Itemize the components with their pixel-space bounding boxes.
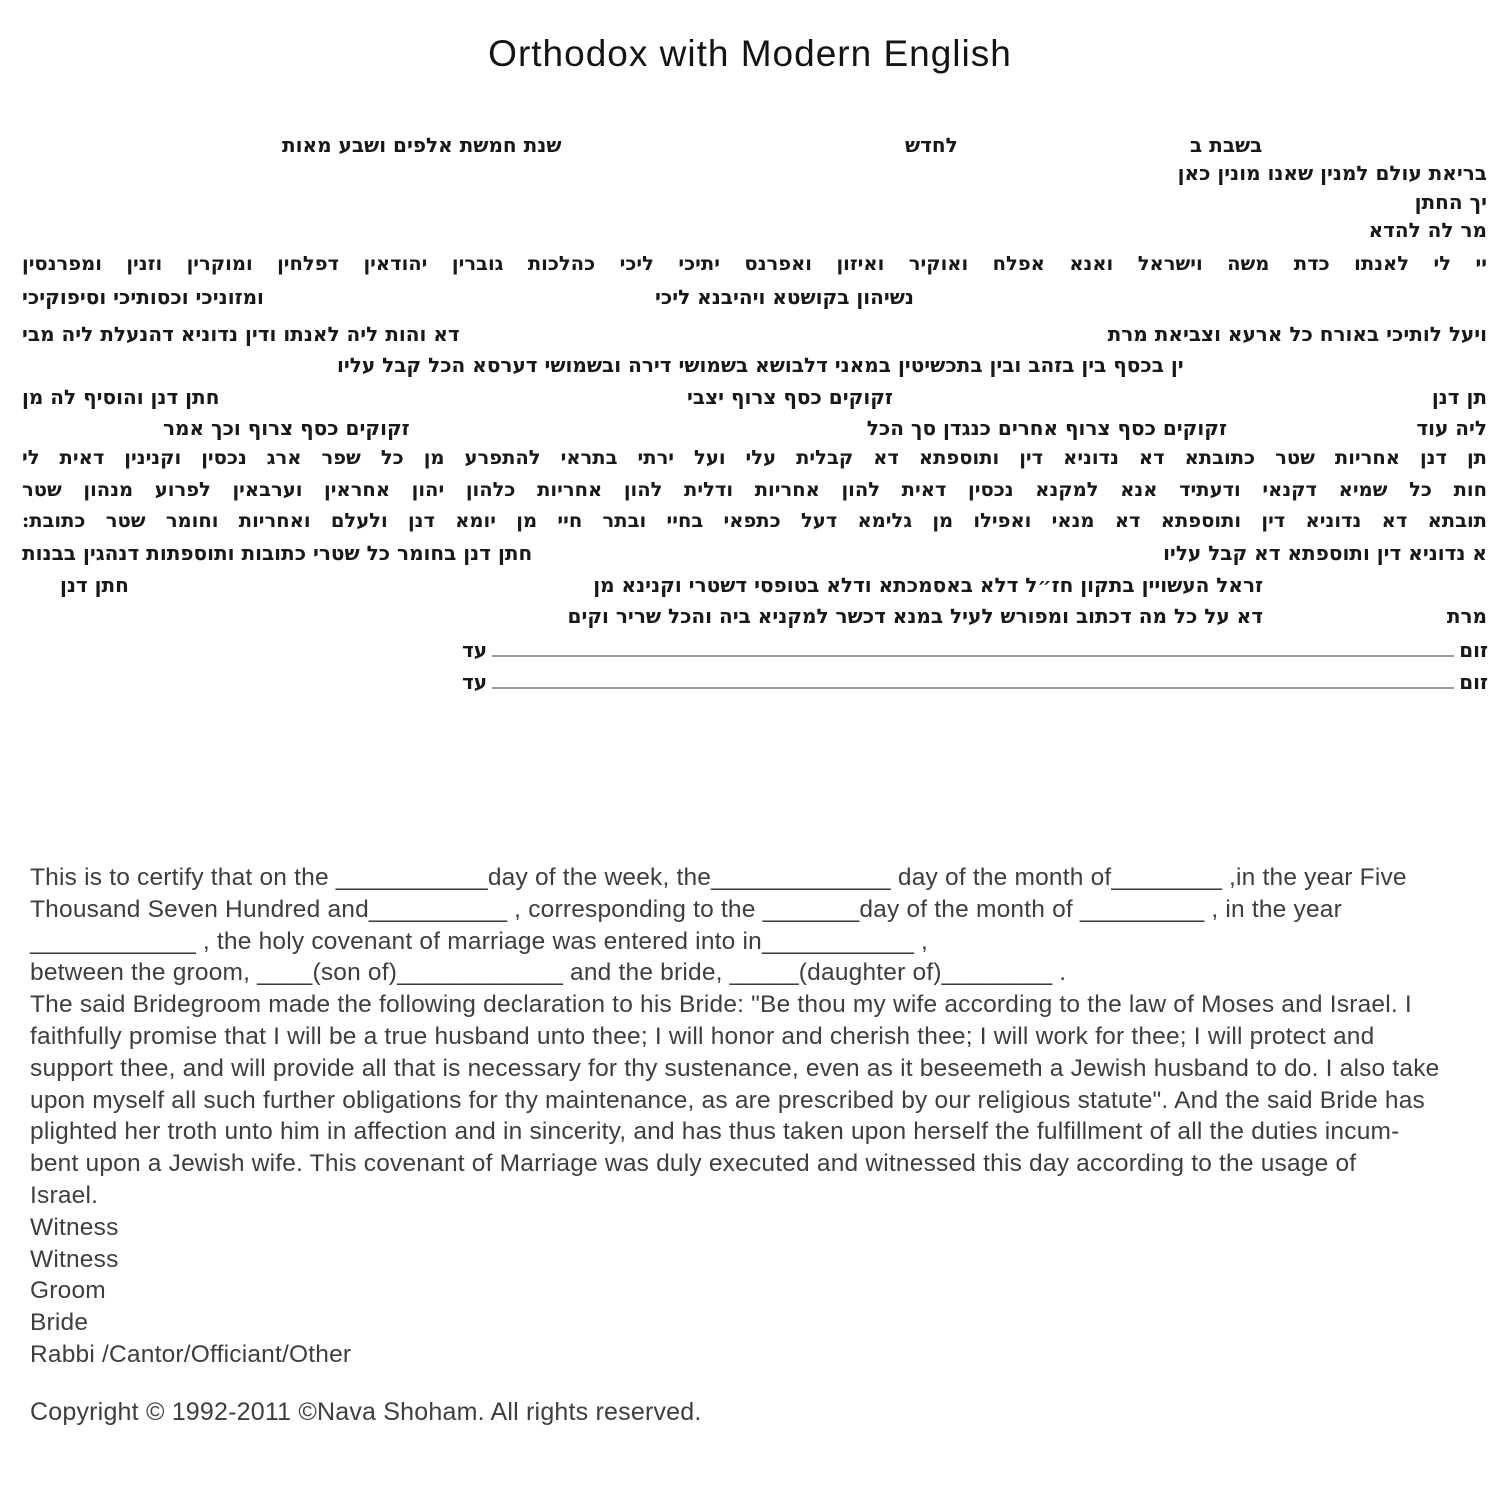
hebrew-dowry-line: ין בכסף בין בזהב ובין בתכשיטין במאני דלבושא בשמושי דירה ובשמושי דערסא הכל קבל עליו [337, 353, 1184, 377]
hebrew-creation-line: בריאת עולם למנין שאנו מונין כאן [1177, 161, 1487, 185]
hebrew-zekukim2-right: ליה עוד [1416, 416, 1487, 440]
hebrew-zekukim2-left: זקוקים כסף צרוף וכך אמר [163, 416, 410, 440]
english-line-11: Israel. [30, 1181, 99, 1209]
hebrew-witness1-naum-label: זום [1459, 638, 1488, 662]
english-line-8: upon myself all such further obligations for thy maintenance, as are prescribed by our religious statute". And the said Bride has [30, 1086, 1426, 1114]
hebrew-witness2-ed-label: עד [462, 670, 488, 694]
hebrew-kinyan-middle: זראל העשויין בתקון חז״ל דלא באסמכתא ודלא בטופסי דשטרי וקנינא מן [593, 573, 1263, 597]
english-line-2: Thousand Seven Hundred and__________ , corresponding to the _______day of the month of _________ , in the year [30, 895, 1342, 923]
hebrew-witness1-ed-label: עד [462, 638, 488, 662]
hebrew-support-left: ומזוניכי וכסותיכי וסיפוקיכי [22, 285, 264, 309]
hebrew-final-bride-label: מרת [1446, 604, 1487, 628]
hebrew-witness2-naum-label: זום [1459, 670, 1488, 694]
signature-label-groom: Groom [30, 1277, 106, 1305]
hebrew-sabbath-label: בשבת ב [1190, 133, 1263, 157]
witness1-signature-line [492, 654, 1454, 657]
hebrew-bride-left: דא והות ליה לאנתו ודין נדוניא דהנעלת ליה מבי [22, 322, 460, 346]
signature-label-witness-2: Witness [30, 1245, 119, 1273]
hebrew-witness-row-2 [462, 670, 1488, 694]
hebrew-zekukim1-middle: זקוקים כסף צרוף יצבי [687, 385, 893, 409]
witness2-signature-line [492, 686, 1454, 689]
english-section [30, 862, 1478, 1371]
signature-label-witness-1: Witness [30, 1213, 119, 1241]
hebrew-kinyan-groom-label: חתן דנן [60, 573, 129, 597]
hebrew-paragraph-4: תובתא דא נדוניא דין ותוספתא דא מנאי ואפילו מן גלימא דעל כתפאי בחיי ובתר חיי מן יומא דנן ולעלם ואחריות וחומר שטר כתובת: [22, 509, 1487, 532]
english-line-6: faithfully promise that I will be a true husband unto thee; I will honor and cherish thee; I will work for thee; I will protect and [30, 1022, 1375, 1050]
hebrew-final-middle: דא על כל מה דכתוב ומפורש לעיל במנא דכשר למקניא ביה והכל שריר וקים [567, 604, 1263, 628]
hebrew-accept-right: א נדוניא דין ותוספתא דא קבל עליו [1163, 541, 1487, 565]
hebrew-groom-line: יך החתן [1414, 190, 1487, 214]
english-line-9: plighted her troth unto him in affection and in sincerity, and has thus taken upon herself the fulfillment of all the duties incum- [30, 1118, 1400, 1146]
hebrew-zekukim1-right: תן דנן [1431, 385, 1487, 409]
hebrew-paragraph-2: תן דנן אחריות שטר כתובתא דא נדוניא דין ותוספתא דא קבלית עלי ועל ירתי בתראי להתפרע מן כל שפר ארג נכסין וקנינין דאית לי [22, 446, 1487, 469]
hebrew-zekukim1-left: חתן דנן והוסיף לה מן [22, 385, 220, 409]
hebrew-declaration-line: מר לה להדא [1368, 218, 1487, 242]
english-line-7: support thee, and will provide all that is necessary for thy sustenance, even as it beseemeth a Jewish husband to do. I also take [30, 1054, 1440, 1082]
english-line-1: This is to certify that on the ___________day of the week, the_____________ day of the month of________ ,in the year Five [30, 864, 1407, 891]
english-line-10: bent upon a Jewish wife. This covenant of Marriage was duly executed and witnessed this day according to the usage of [30, 1150, 1357, 1178]
hebrew-year-label: שנת חמשת אלפים ושבע מאות [282, 133, 562, 157]
hebrew-support-right: נשיהון בקושטא ויהיבנא ליכי [655, 285, 914, 309]
english-line-5: The said Bridegroom made the following declaration to his Bride: "Be thou my wife according to the law of Moses and Israel. I [30, 991, 1412, 1019]
english-line-3: ____________ , the holy covenant of marriage was entered into in___________ , [30, 927, 929, 955]
copyright-notice: Copyright © 1992-2011 ©Nava Shoham. All rights reserved. [30, 1398, 702, 1426]
hebrew-paragraph-3: חות כל שמיא דקנאי ודעתיד אנא למקנא נכסין דאית להון אחריות ודלית להון אחריות כלהון יהון אחראין וערבאין לפרוע מנהון שטר [22, 478, 1487, 501]
signature-label-bride: Bride [30, 1309, 89, 1337]
hebrew-paragraph-1: יי לי לאנתו כדת משה וישראל ואנא אפלח ואוקיר ואיזון ואפרנס יתיכי ליכי כהלכות גוברין יהודאין דפלחין ומוקרין וזנין ומפרנסין [22, 252, 1487, 275]
page-title: Orthodox with Modern English [488, 33, 1012, 74]
hebrew-accept-left: חתן דנן בחומר כל שטרי כתובות ותוספתות דנהגין בבנות [22, 541, 533, 565]
hebrew-month-label: לחדש [905, 133, 958, 157]
signature-label-officiant: Rabbi /Cantor/Officiant/Other [30, 1340, 352, 1368]
english-line-4: between the groom, ____(son of)____________ and the bride, _____(daughter of)________ . [30, 959, 1067, 987]
hebrew-bride-right: ויעל לותיכי באורח כל ארעא וצביאת מרת [1107, 322, 1487, 346]
hebrew-witness-row-1 [462, 638, 1488, 662]
hebrew-zekukim2-middle: זקוקים כסף צרוף אחרים כנגדן סך הכל [866, 416, 1227, 440]
